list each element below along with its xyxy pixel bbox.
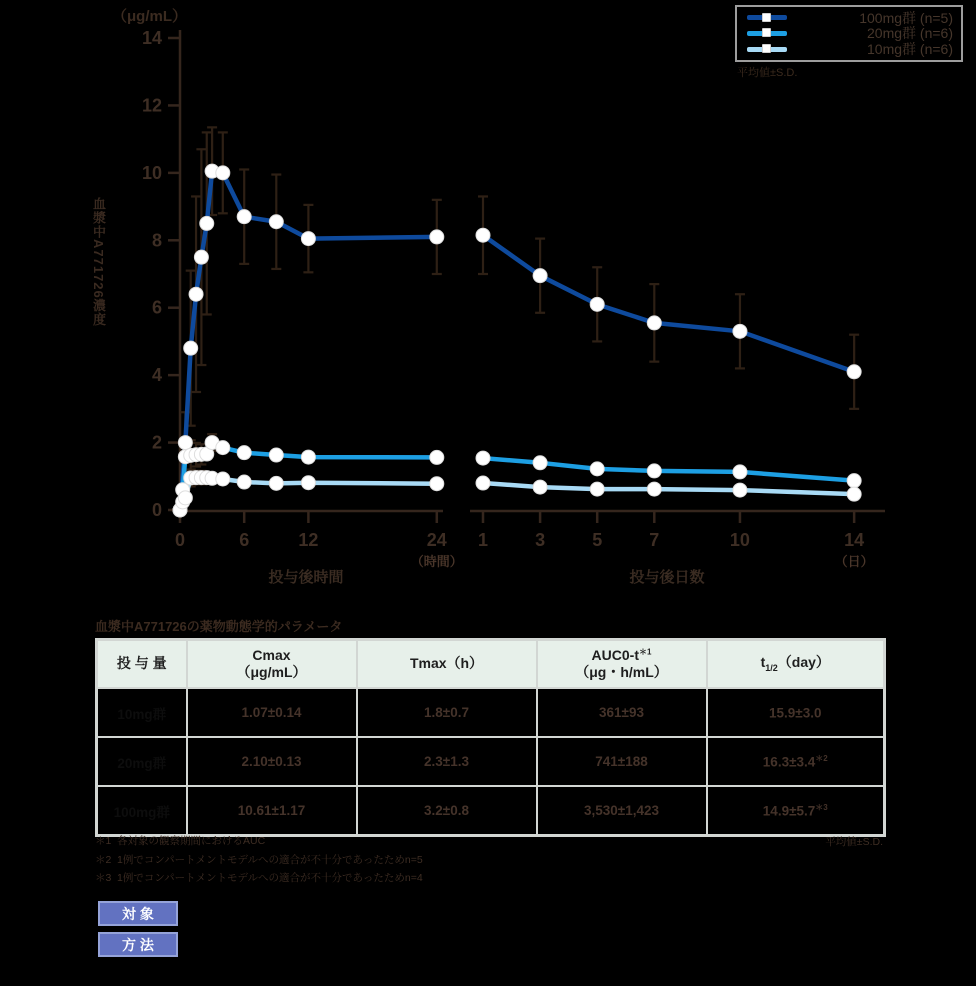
x-axis-tick-label: 7 [649,530,660,550]
data-point-s20 [847,474,861,488]
x-axis-title: 投与後時間 [268,569,344,586]
data-point-s100 [847,365,861,379]
data-point-s100 [269,215,283,229]
data-point-s20 [301,450,315,464]
footnote-1: ＊1 各対象の観察期間におけるAUC [95,835,266,847]
data-point-s10 [733,483,747,497]
cmax-value: 10.61±1.17 [187,786,357,836]
legend-label: 20mg群 (n=6) [867,25,953,42]
x-axis-unit-label: （日） [834,554,874,569]
chart-legend [735,5,963,62]
data-point-s20 [430,450,444,464]
data-point-s20 [733,465,747,479]
data-point-s100 [189,287,203,301]
y-axis-tick-label: 0 [151,500,162,520]
target-badge: 対 象 [98,901,178,926]
method-badge: 方 法 [98,932,178,957]
data-point-s20 [476,451,490,465]
x-axis-tick-label: 24 [426,530,447,550]
series-line-s100 [483,235,854,372]
x-axis-tick-label: 6 [239,530,250,550]
legend-entry-10mg [747,42,953,57]
t12-value: $14.9\pm 5.7^{*3}$ [707,786,885,836]
x-axis-tick-label: 1 [477,530,489,550]
table-sd-note: 平均値±S.D. [825,836,883,848]
data-point-s10 [216,472,230,486]
data-point-s100 [216,166,230,180]
auc-value: 3,530±1,423 [537,786,707,836]
data-point-s100 [733,324,747,338]
dose-label: 20mg群 [97,737,187,786]
data-point-s20 [237,446,251,460]
y-axis-tick-label: 10 [141,162,162,183]
x-axis-tick-label: 10 [729,530,750,550]
col-header-cmax: Cmax （μg/mL） [187,640,357,689]
col-header-dose: 投 与 量 [97,640,187,689]
table-row-10mg [97,688,885,737]
data-point-s20 [269,448,283,462]
t12-value: 15.9±3.0 [707,688,885,737]
y-axis-tick-label: 8 [151,230,162,251]
y-axis-tick-label: 14 [141,28,162,48]
legend-label: 10mg群 (n=6) [867,41,953,58]
dose-label: 100mg群 [97,786,187,836]
data-point-s20 [590,462,604,476]
y-axis-title: 血漿中A771726濃度 [91,197,106,327]
footnote-2: ＊2 1例でコンパートメントモデルへの適合が不十分であったためn=5 [95,853,423,866]
table-row-20mg [97,737,885,786]
cmax-value: 2.10±0.13 [187,737,357,786]
data-point-s100 [430,230,444,244]
col-header-tmax: Tmax（h） [357,640,537,689]
y-axis-tick-label: 4 [151,365,162,386]
data-point-s100 [476,228,490,242]
data-point-s100 [200,216,214,230]
data-point-s10 [647,482,661,496]
table-title: 血漿中A771726の薬物動態学的パラメータ [95,619,343,634]
x-axis-tick-label: 14 [844,530,865,550]
data-point-s10 [269,476,283,490]
y-axis-tick-label: 6 [151,297,162,318]
data-point-s100 [301,232,315,246]
x-axis-unit-label: （時間） [410,554,463,569]
data-point-s20 [216,441,230,455]
pk-parameter-table [95,638,886,837]
data-point-s100 [178,436,192,450]
col-header-t12: $t_{1/2}(day)$ [707,640,885,689]
x-axis-tick-label: 12 [298,530,319,550]
table-header-row [97,640,885,689]
legend-marker-icon [762,13,771,22]
data-point-s100 [590,297,604,311]
data-point-s100 [647,316,661,330]
tmax-value: 3.2±0.8 [357,786,537,836]
y-axis-unit-label: （μg/mL） [112,8,188,25]
cmax-value: 1.07±0.14 [187,688,357,737]
y-axis-tick-label: 2 [151,432,162,453]
legend-line-100mg-icon [747,15,787,20]
tmax-value: 1.8±0.7 [357,688,537,737]
data-point-s100 [194,250,208,264]
legend-marker-icon [762,28,771,37]
t12-value: $16.3\pm 3.4^{*2}$ [707,737,885,786]
footnotes [95,833,883,889]
data-point-s10 [847,487,861,501]
data-point-s10 [590,482,604,496]
data-point-s10 [533,480,547,494]
data-point-s100 [184,341,198,355]
legend-line-10mg-icon [747,47,787,52]
legend-label: 100mg群 (n=5) [859,9,953,26]
x-axis-title: 投与後日数 [629,569,705,586]
data-point-s20 [647,464,661,478]
dose-label: 10mg群 [97,688,187,737]
data-point-s10 [476,476,490,490]
data-point-s10 [178,491,192,505]
data-point-s100 [533,269,547,283]
legend-sd-note: 平均値±S.D. [737,67,798,79]
x-axis-tick-label: 0 [174,530,186,550]
tmax-value: 2.3±1.3 [357,737,537,786]
auc-value: 361±93 [537,688,707,737]
data-point-s20 [533,456,547,470]
data-point-s10 [430,477,444,491]
col-header-auc: $AUC0-t^{*1}$ （μg・h/mL） [537,640,707,689]
data-point-s10 [237,475,251,489]
x-axis-tick-label: 5 [592,530,603,550]
legend-marker-icon [762,44,771,53]
legend-line-20mg-icon [747,31,787,36]
table-row-100mg [97,786,885,836]
y-axis-tick-label: 12 [141,95,162,116]
data-point-s10 [301,476,315,490]
x-axis-tick-label: 3 [535,530,546,550]
data-point-s100 [237,210,251,224]
auc-value: 741±188 [537,737,707,786]
footnote-3: ＊3 1例でコンパートメントモデルへの適合が不十分であったためn=4 [95,872,423,884]
